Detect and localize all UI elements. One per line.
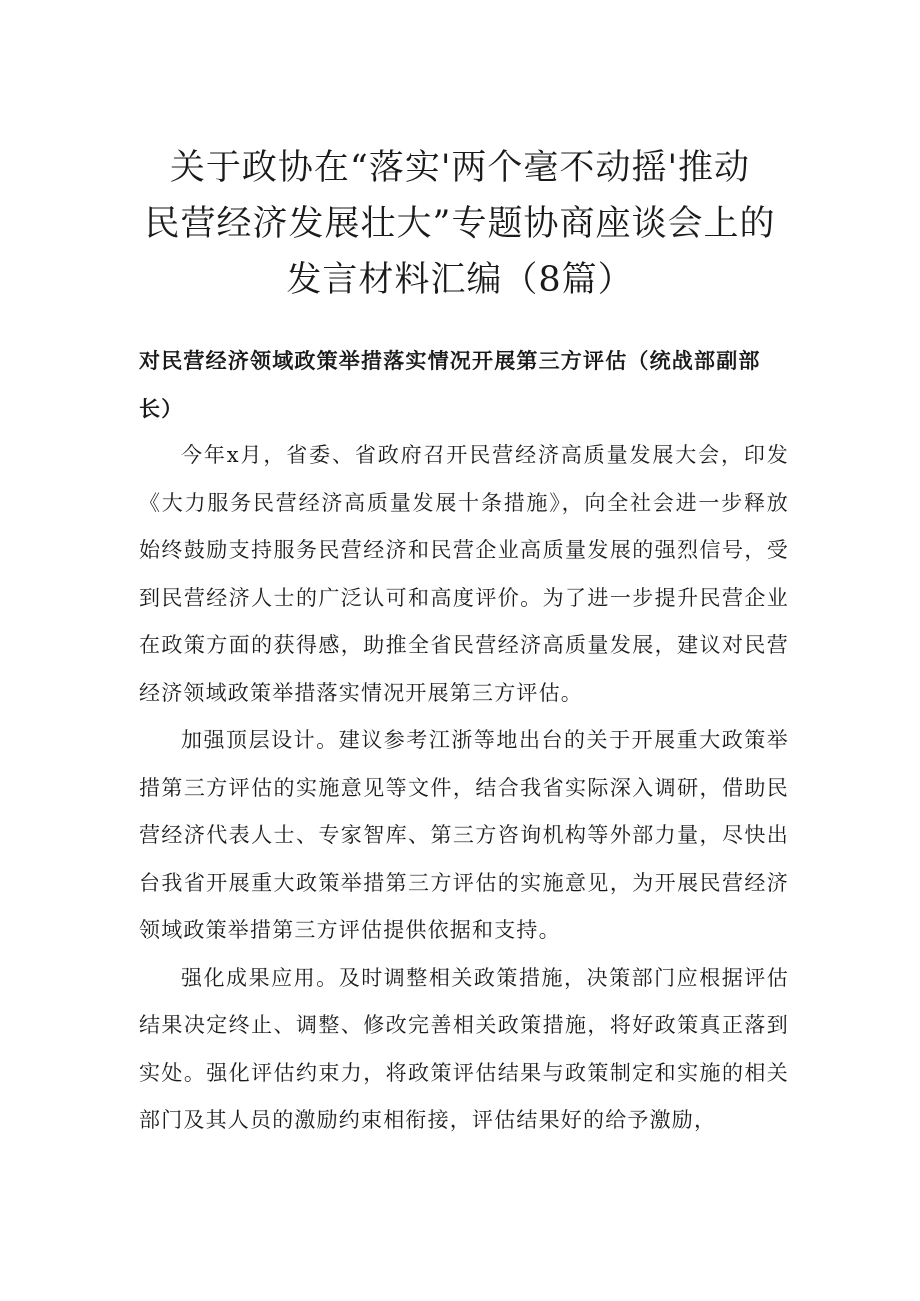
title-line-2: 民营经济发展壮大”专题协商座谈会上的 [144, 204, 776, 244]
section-heading: 对民营经济领域政策举措落实情况开展第三方评估（统战部副部长） [139, 348, 761, 421]
paragraph-intro: 今年x月，省委、省政府召开民营经济高质量发展大会，印发《大力服务民营经济高质量发展十条措施》，向全社会进一步释放始终鼓励支持服务民营经济和民营企业高质量发展的强烈信号，受到民营经济人士的广泛认可和高度评价。为了进一步提升民营企业在政策方面的获得感，助推全省民营经济高质量发展，建议对民营经济领域政策举措落实情况开展第三方评估。 [139, 443, 789, 705]
paragraph-top-level-design: 加强顶层设计。建议参考江浙等地出台的关于开展重大政策举措第三方评估的实施意见等文件，结合我省实际深入调研，借助民营经济代表人士、专家智库、第三方咨询机构等外部力量，尽快出台我省开展重大政策举措第三方评估的实施意见，为开展民营经济领域政策举措第三方评估提供依据和支持。 [139, 728, 789, 942]
document-title [60, 140, 860, 308]
paragraph-results-application: 强化成果应用。及时调整相关政策措施，决策部门应根据评估结果决定终止、调整、修改完善相关政策措施，将好政策真正落到实处。强化评估约束力，将政策评估结果与政策制定和实施的相关部门及其人员的激励约束相衔接，评估结果好的给予激励， [139, 965, 789, 1132]
body-text [139, 432, 789, 1145]
title-line-3: 发言材料汇编（8篇） [286, 260, 634, 300]
title-line-1: 关于政协在“落实'两个毫不动摇'推动 [169, 148, 751, 188]
